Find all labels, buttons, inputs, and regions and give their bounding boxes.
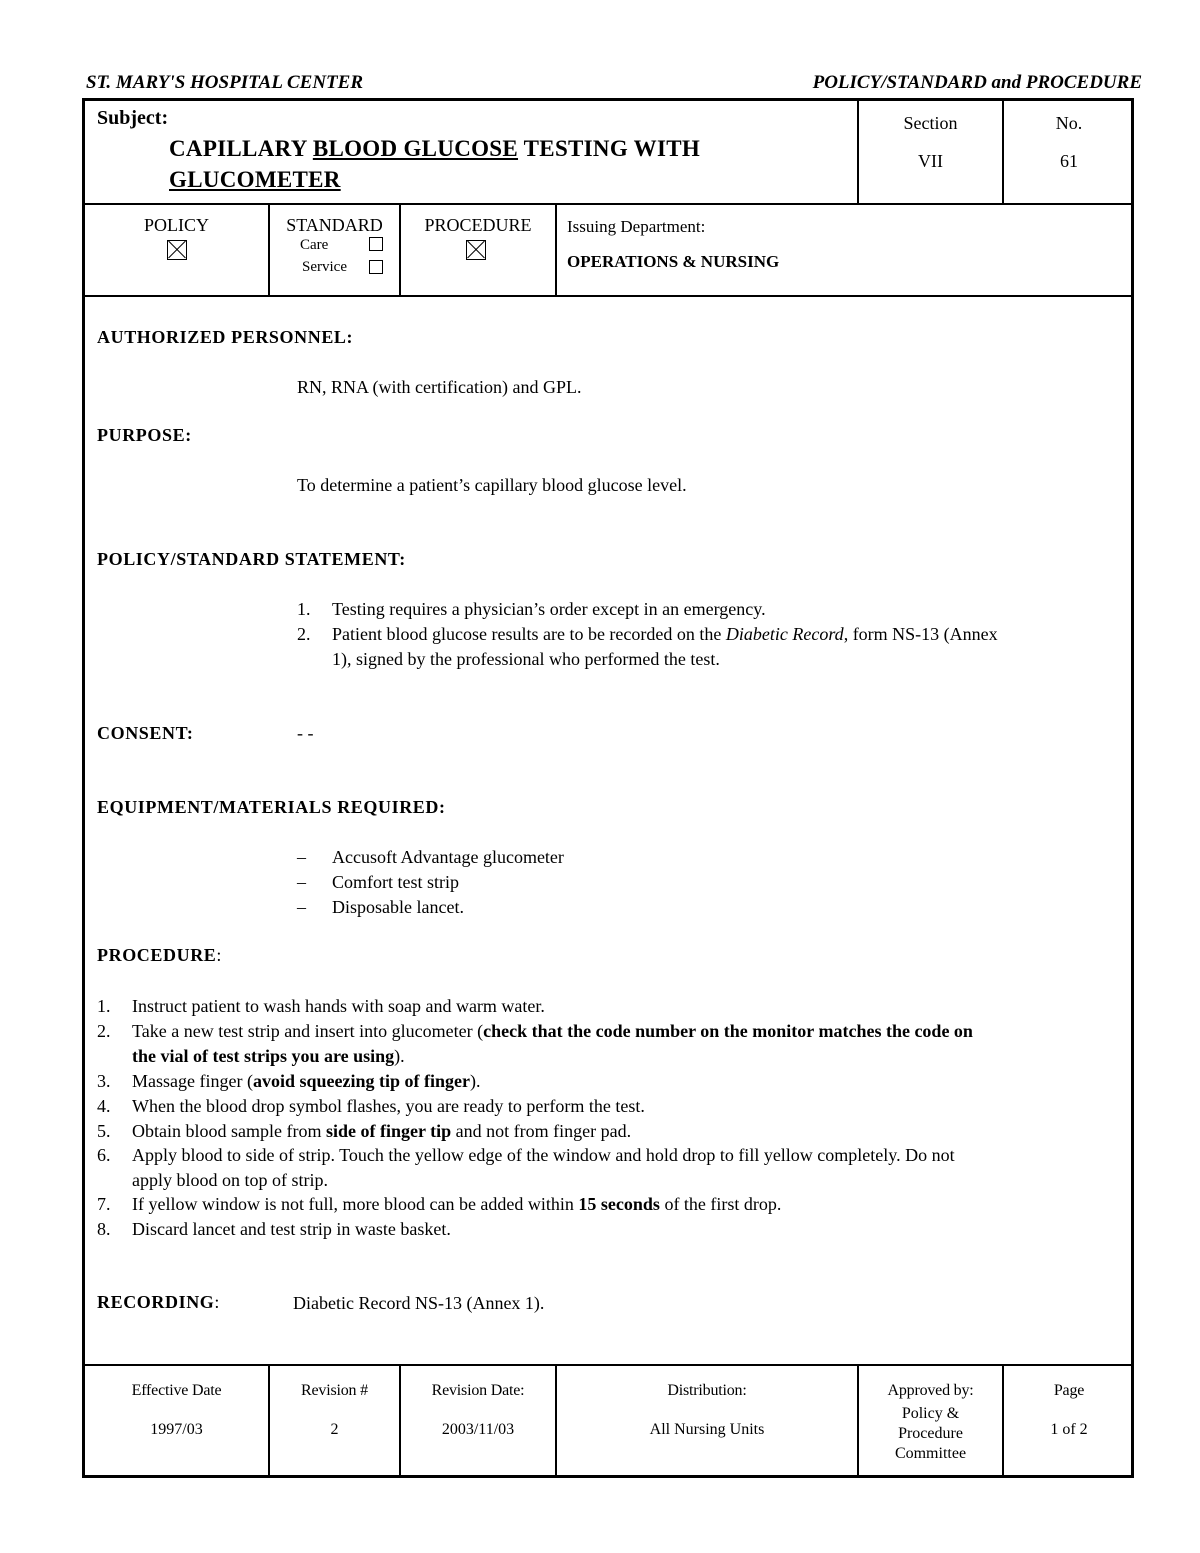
step-text xyxy=(132,1019,973,1069)
number-value: 61 xyxy=(1060,151,1078,171)
service-checkbox[interactable] xyxy=(369,260,383,279)
checked-box-icon xyxy=(466,240,486,260)
step-number: 7. xyxy=(97,1194,111,1214)
item-text: Accusoft Advantage glucometer xyxy=(332,847,564,867)
authorized-personnel-text: RN, RNA (with certification) and GPL. xyxy=(297,377,582,397)
text-run: of the first drop. xyxy=(659,1194,782,1214)
recording-text: Diabetic Record NS-13 (Annex 1). xyxy=(293,1293,545,1313)
page-label: Page xyxy=(1053,1382,1085,1399)
procedure-step xyxy=(97,1019,1127,1069)
step-number: 8. xyxy=(97,1219,111,1239)
diabetic-record-reference: Diabetic Record xyxy=(725,624,844,644)
revision-date-label: Revision Date: xyxy=(431,1382,525,1399)
policy-type-label: POLICY xyxy=(143,215,209,235)
issuing-department-value: OPERATIONS & NURSING xyxy=(567,252,780,271)
step-text: When the blood drop symbol flashes, you are ready to perform the test. xyxy=(132,1096,645,1116)
bold-text-run: 15 seconds xyxy=(578,1194,660,1214)
organization-name: ST. MARY'S HOSPITAL CENTER xyxy=(86,72,363,93)
distribution-value: All Nursing Units xyxy=(649,1421,765,1438)
approved-by-label: Approved by: xyxy=(887,1382,974,1399)
step-number: 1. xyxy=(97,996,111,1016)
revision-number-label: Revision # xyxy=(301,1382,368,1399)
text-run: apply blood on top of strip. xyxy=(132,1170,328,1190)
text-run: Patient blood glucose results are to be recorded on the xyxy=(332,624,726,644)
step-text xyxy=(132,1143,955,1193)
step-number: 4. xyxy=(97,1096,111,1116)
text-run: and not from finger pad. xyxy=(451,1121,632,1141)
text-run: Take a new test strip and insert into glucometer ( xyxy=(132,1021,484,1041)
consent-heading: CONSENT: xyxy=(97,723,194,743)
text-run: Massage finger ( xyxy=(132,1071,253,1091)
subject-title-part: CAPILLARY xyxy=(169,136,313,161)
divider xyxy=(85,203,1131,205)
approved-by-value xyxy=(859,1404,1002,1464)
effective-date-label: Effective Date xyxy=(131,1382,222,1399)
divider xyxy=(85,1364,1131,1366)
section-value: VII xyxy=(918,151,943,171)
service-label: Service xyxy=(302,259,347,275)
dash-bullet: – xyxy=(297,872,306,892)
consent-text: - - xyxy=(297,723,314,743)
revision-date-value: 2003/11/03 xyxy=(441,1421,515,1438)
step-text: Discard lancet and test strip in waste basket. xyxy=(132,1219,451,1239)
bold-text-run: check that the code number on the monitor matches the code on xyxy=(483,1021,973,1041)
subject-label: Subject: xyxy=(97,107,169,129)
care-checkbox[interactable] xyxy=(369,237,383,256)
issuing-department-label: Issuing Department: xyxy=(567,217,706,236)
approved-by-line: Committee xyxy=(894,1445,967,1462)
care-label: Care xyxy=(300,237,329,253)
text-run: 1), signed by the professional who performed the test. xyxy=(332,649,720,669)
standard-type-label: STANDARD xyxy=(286,215,383,235)
empty-box-icon xyxy=(369,237,383,251)
divider xyxy=(555,203,557,295)
effective-date-value: 1997/03 xyxy=(150,1421,203,1438)
bold-text-run: the vial of test strips you are using xyxy=(132,1046,395,1066)
equipment-heading: EQUIPMENT/MATERIALS REQUIRED: xyxy=(97,797,446,817)
step-number: 5. xyxy=(97,1121,111,1141)
item-number: 2. xyxy=(297,624,311,644)
item-text: Comfort test strip xyxy=(332,872,459,892)
dash-bullet: – xyxy=(297,897,306,917)
policy-statement-heading: POLICY/STANDARD STATEMENT: xyxy=(97,549,406,569)
step-number: 6. xyxy=(97,1145,111,1165)
step-text: Instruct patient to wash hands with soap and warm water. xyxy=(132,996,545,1016)
policy-document-frame xyxy=(82,98,1134,1478)
subject-title-line2: GLUCOMETER xyxy=(169,167,341,192)
approved-by-line: Policy & xyxy=(901,1405,960,1422)
bold-text-run: avoid squeezing tip of finger xyxy=(252,1071,470,1091)
authorized-personnel-heading: AUTHORIZED PERSONNEL: xyxy=(97,327,354,347)
procedure-step xyxy=(97,1143,1127,1193)
text-run: ). xyxy=(469,1071,481,1091)
subject-title-underlined: BLOOD GLUCOSE xyxy=(312,136,519,161)
step-text xyxy=(132,1069,480,1094)
bold-text-run: side of finger tip xyxy=(325,1121,452,1141)
text-run: Apply blood to side of strip. Touch the yellow edge of the window and hold drop to fill yellow completely. Do not xyxy=(132,1145,955,1165)
purpose-heading: PURPOSE: xyxy=(97,425,192,445)
item-text xyxy=(332,622,998,672)
step-text xyxy=(132,1119,631,1144)
text-run: ). xyxy=(394,1046,405,1066)
policy-statement-item xyxy=(297,622,1127,672)
step-number: 2. xyxy=(97,1021,111,1041)
number-label: No. xyxy=(1055,113,1083,133)
procedure-type-label: PROCEDURE xyxy=(424,215,532,235)
subject-title-part: TESTING WITH xyxy=(518,136,701,161)
purpose-text: To determine a patient’s capillary blood glucose level. xyxy=(297,475,687,495)
revision-number-value: 2 xyxy=(330,1421,339,1438)
procedure-heading-colon: : xyxy=(216,945,222,965)
step-number: 3. xyxy=(97,1071,111,1091)
recording-heading-text: RECORDING xyxy=(97,1292,215,1312)
policy-checkbox[interactable] xyxy=(167,240,187,265)
recording-heading-colon: : xyxy=(214,1292,220,1312)
distribution-label: Distribution: xyxy=(667,1382,747,1399)
step-text xyxy=(132,1192,781,1217)
approved-by-line: Procedure xyxy=(898,1425,963,1442)
document-type: POLICY/STANDARD and PROCEDURE xyxy=(812,72,1142,93)
procedure-heading xyxy=(97,945,221,966)
item-text: Testing requires a physician’s order except in an emergency. xyxy=(332,599,766,619)
procedure-checkbox[interactable] xyxy=(466,240,486,265)
item-number: 1. xyxy=(297,599,311,619)
text-run: Obtain blood sample from xyxy=(132,1121,326,1141)
text-run: , form NS-13 (Annex xyxy=(843,624,998,644)
empty-box-icon xyxy=(369,260,383,274)
subject-title xyxy=(169,133,869,195)
dash-bullet: – xyxy=(297,847,306,867)
section-label: Section xyxy=(903,113,958,133)
document-header xyxy=(86,72,1142,98)
item-text: Disposable lancet. xyxy=(332,897,464,917)
page-number: 1 of 2 xyxy=(1050,1421,1088,1438)
recording-heading xyxy=(97,1292,219,1313)
procedure-heading-text: PROCEDURE xyxy=(97,945,217,965)
divider xyxy=(85,295,1131,297)
checked-box-icon xyxy=(167,240,187,260)
text-run: If yellow window is not full, more blood can be added within xyxy=(132,1194,579,1214)
